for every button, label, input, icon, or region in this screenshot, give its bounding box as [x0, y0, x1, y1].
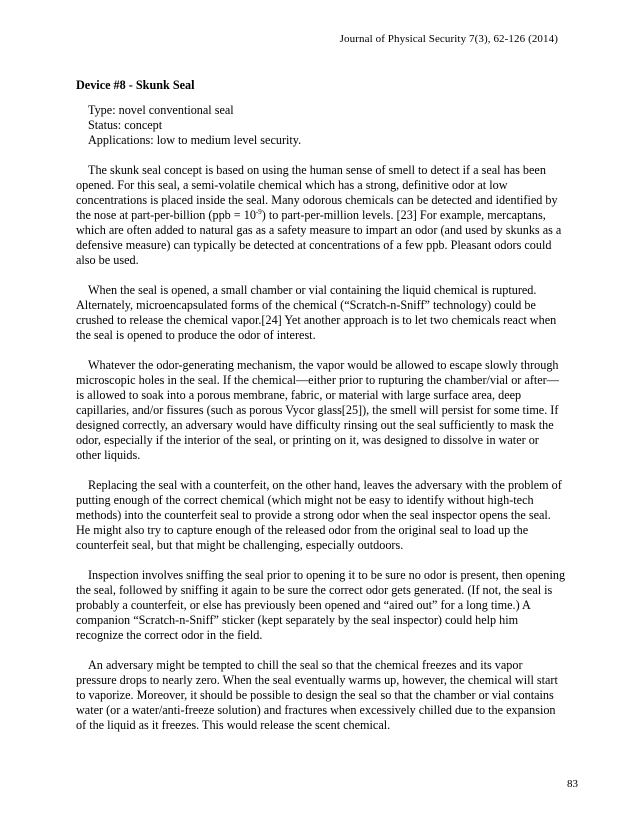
exponent: -9 — [255, 207, 262, 216]
paragraph-2: When the seal is opened, a small chamber or vial containing the liquid chemical is ruptured. Alternately, microencapsulated forms of the chemical (“Scratch-n-Sniff” technology) could be crushed to release the chemical vapor.[24] Yet another approach is to let two chemicals react when the seal is opened to produce the odor of interest. — [76, 283, 557, 342]
page-number: 83 — [567, 778, 578, 790]
paragraph-3: Whatever the odor-generating mechanism, the vapor would be allowed to escape slowly through microscopic holes in the seal. If the chemical—either prior to rupturing the chamber/vial or after—is allowed to soak into a porous membrane, fabric, or material with large surface area, deep capillaries, and/or fissures (such as porous Vycor glass[25]), the smell will persist for some time. If designed correctly, an adversary would have difficulty rinsing out the seal sufficiently to mask the odor, especially if the interior of the seal, or printing on it, was designed to dissolve in water or other liquids. — [76, 358, 559, 462]
paragraph-6: An adversary might be tempted to chill the seal so that the chemical freezes and its vapor pressure drops to nearly zero. When the seal eventually warms up, however, the chemical will start to vaporize. Moreover, it should be possible to design the seal so that the chamber or vial contains water (or a water/anti-freeze solution) and fractures when excessively chilled due to the expansion of the liquid as it freezes. This would release the scent chemical. — [76, 658, 558, 732]
journal-header: Journal of Physical Security 7(3), 62-126 (2014) — [339, 33, 558, 45]
paragraph-4: Replacing the seal with a counterfeit, on the other hand, leaves the adversary with the problem of putting enough of the correct chemical (which might not be easy to identify without high-tech methods) into the counterfeit seal to provide a strong odor when the seal inspector opens the seal. He might also try to capture enough of the released odor from the original seal to load up the counterfeit seal, but that might be challenging, especially outdoors. — [76, 478, 562, 552]
meta-type: Type: novel conventional seal — [88, 103, 234, 117]
device-meta — [76, 103, 566, 148]
meta-status: Status: concept — [88, 118, 163, 132]
paragraph-1-part-b: ) to part-per-million levels. [23] For example, mercaptans, which are often added to natural gas as a safety measure to impart an odor (and used by skunks as a defensive measure) can typically be detected at concentrations of a few ppb. Pleasant odors could also be used. — [76, 208, 562, 267]
paragraph-5: Inspection involves sniffing the seal prior to opening it to be sure no odor is present, then opening the seal, followed by sniffing it again to be sure the correct odor gets generated. (If not, the seal is probably a counterfeit, or else has previously been opened and “aired out” for a long time.) A companion “Scratch-n-Sniff” sticker (kept separately by the seal inspector) could help him recognize the correct odor in the field. — [76, 568, 566, 642]
paragraph-1 — [76, 163, 566, 268]
section-heading: Device #8 - Skunk Seal — [76, 78, 195, 92]
meta-applications: Applications: low to medium level security. — [88, 133, 302, 147]
page-content — [76, 78, 566, 748]
paragraph-1-part-a: The skunk seal concept is based on using the human sense of smell to detect if a seal has been opened. For this seal, a semi-volatile chemical which has a strong, definitive odor at low concentrations is placed inside the seal. Many odorous chemicals can be detected and identified by the nose at part-per-billion (ppb = 10 — [76, 163, 558, 222]
